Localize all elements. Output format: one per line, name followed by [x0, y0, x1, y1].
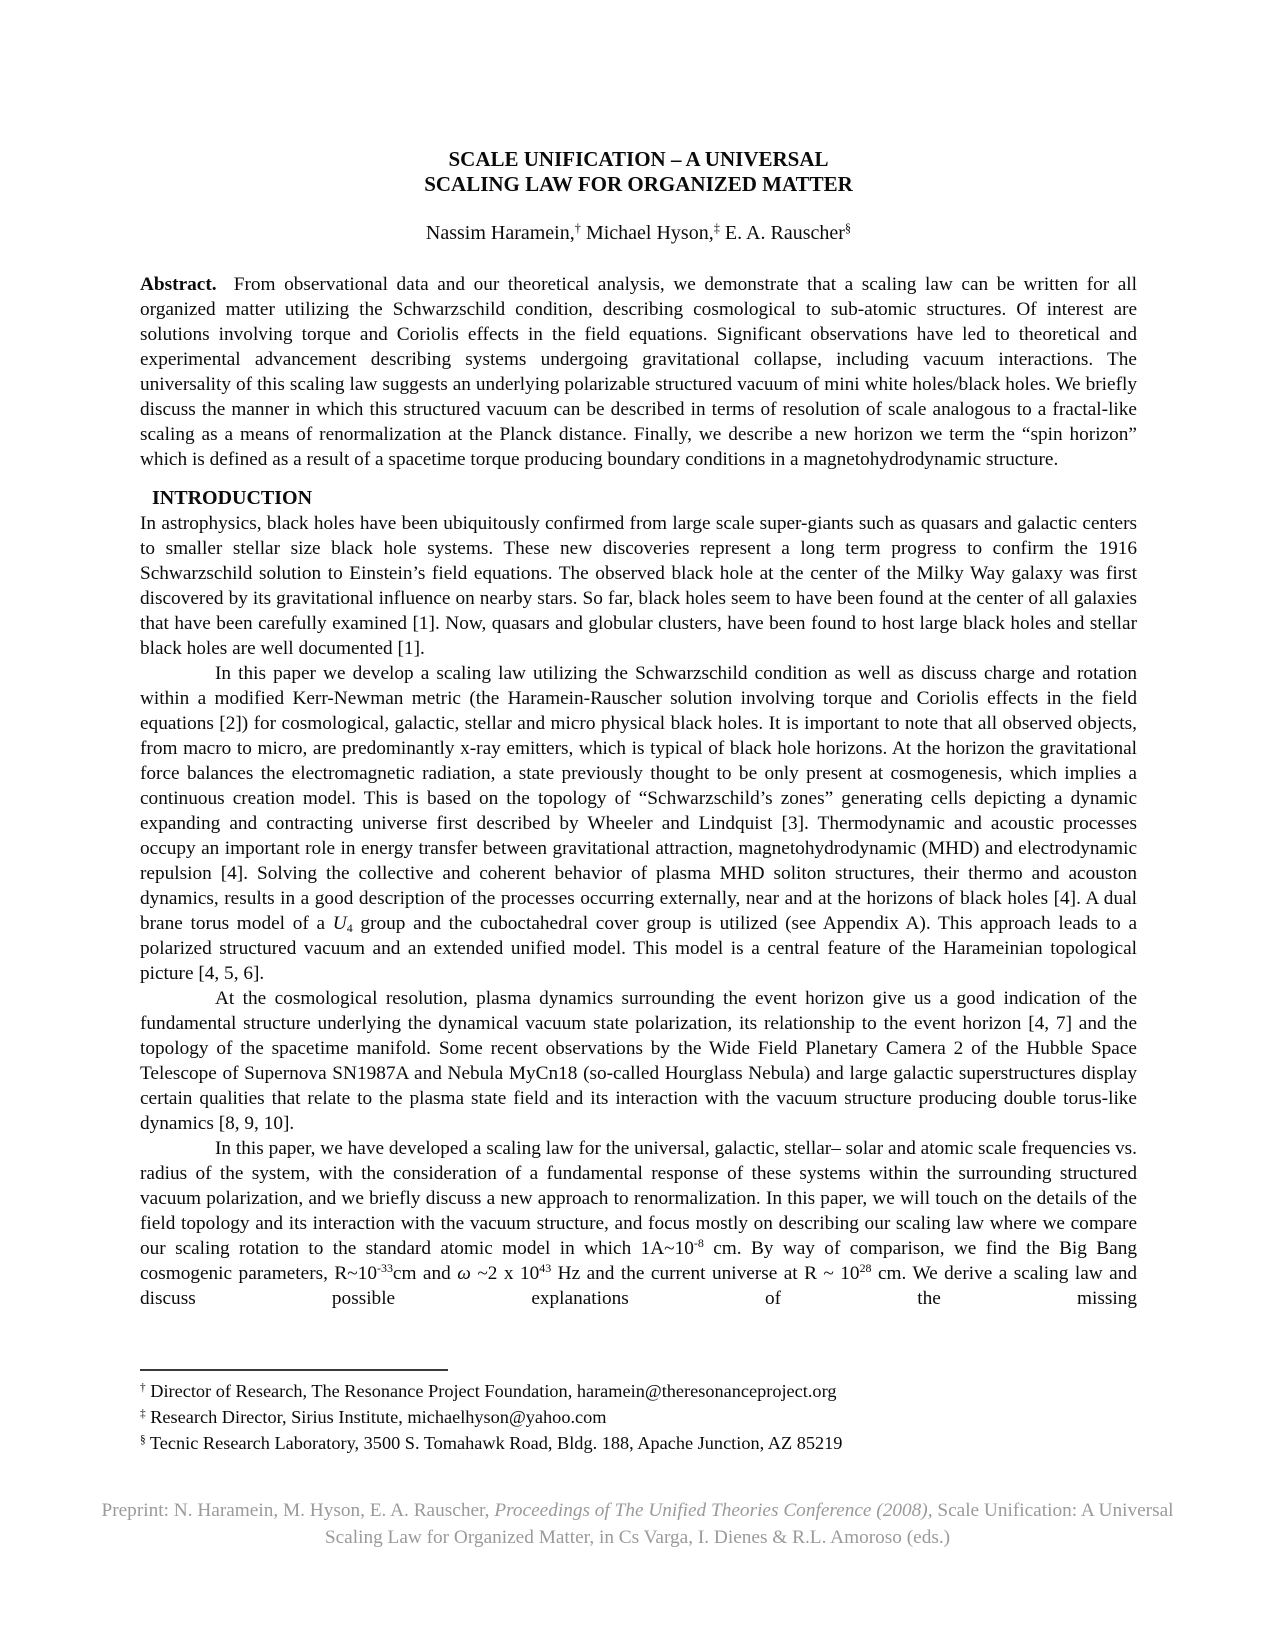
- footer-text-1: Preprint: N. Haramein, M. Hyson, E. A. Rauscher,: [101, 1500, 495, 1521]
- preprint-footer: [100, 1497, 1175, 1551]
- title-line-2: SCALING LAW FOR ORGANIZED MATTER: [424, 172, 853, 196]
- footnotes-block: [140, 1378, 1137, 1456]
- intro-paragraph-1: In astrophysics, black holes have been ubiquitously confirmed from large scale super-giants such as quasars and galactic centers to smaller stellar size black hole systems. These new discoveries represent a long term progress to confirm the 1916 Schwarzschild solution to Einstein’s field equations. The observed black hole at the center of the Milky Way galaxy was first discovered by its gravitational influence on nearby stars. So far, black holes seem to have been found at the center of all galaxies that have been carefully examined [1]. Now, quasars and globular clusters, have been found to host large black holes and stellar black holes are well documented [1].: [140, 513, 1137, 659]
- abstract-paragraph: [140, 272, 1137, 472]
- paper-title: [140, 147, 1137, 197]
- author-name-1: Nassim Haramein,: [425, 222, 575, 244]
- introduction-heading: INTRODUCTION: [152, 487, 313, 509]
- footnote-divider: [140, 1369, 448, 1371]
- intro-p4-text-5: Hz and the current universe at R ~ 10: [551, 1263, 860, 1284]
- intro-paragraph-3: At the cosmological resolution, plasma dynamics surrounding the event horizon give us a good indication of the fundamental structure underlying the dynamical vacuum state polarization, its relationship to the event horizon [4, 7] and the topology of the spacetime manifold. Some recent observations by the Wide Field Planetary Camera 2 of the Hubble Space Telescope of Supernova SN1987A and Nebula MyCn18 (so-called Hourglass Nebula) and large galactic superstructures display certain qualities that relate to the plasma state field and its interaction with the vacuum structure producing double torus-like dynamics [8, 9, 10].: [140, 988, 1137, 1134]
- intro-p4-text-6: cm. We derive a scaling law and discuss possible explanations of the missing: [140, 1263, 1137, 1309]
- footer-text-2: Scale Unification: A Universal Scaling Law for Organized Matter, in Cs Varga, I. Dienes & R.L. Amoroso (eds.): [324, 1500, 1174, 1548]
- footnote-dagger-text: Director of Research, The Resonance Project Foundation, haramein@theresonanceproject.org: [145, 1381, 837, 1401]
- footnote-dagger: [140, 1378, 1137, 1404]
- footnote-section-marker: §: [140, 1433, 146, 1446]
- intro-p2-text-2: group and the cuboctahedral cover group is utilized (see Appendix A). This approach leads to a polarized structured vacuum and an extended unified model. This model is a central feature of the Harameinian topological picture [4, 5, 6].: [140, 913, 1138, 984]
- omega-symbol: ω: [457, 1263, 471, 1284]
- intro-p4-text-3: cm and: [392, 1263, 458, 1284]
- footnote-section-text: Tecnic Research Laboratory, 3500 S. Tomahawk Road, Bldg. 188, Apache Junction, AZ 85219: [145, 1433, 843, 1453]
- abstract-text: From observational data and our theoretical analysis, we demonstrate that a scaling law can be written for all organized matter utilizing the Schwarzschild condition, describing cosmological to sub-atomic structures. Of interest are solutions involving torque and Coriolis effects in the field equations. Significant observations have led to theoretical and experimental advancement describing systems undergoing gravitational collapse, including vacuum interactions. The universality of this scaling law suggests an underlying polarizable structured vacuum of mini white holes/black holes. We briefly discuss the manner in which this structured vacuum can be described in terms of resolution of scale analogous to a fractal-like scaling as a means of renormalization at the Planck distance. Finally, we describe a new horizon we term the “spin horizon” which is defined as a result of a spacetime torque producing boundary conditions in a magnetohydrodynamic structure.: [140, 274, 1137, 470]
- intro-p4-text-4: ~2 x 10: [470, 1263, 540, 1284]
- footnote-double-dagger-marker: ‡: [140, 1407, 146, 1420]
- u4-group-subscript: 4: [346, 921, 353, 936]
- abstract-label: Abstract.: [140, 274, 217, 295]
- intro-p4-text-2: cm. By way of comparison, we find the Big Bang cosmogenic parameters, R~10: [140, 1238, 1137, 1284]
- exponent-minus-33: -33: [376, 1261, 393, 1276]
- exponent-28: 28: [859, 1261, 872, 1276]
- author-mark-dagger: †: [574, 221, 581, 236]
- intro-paragraph-2: [140, 661, 1137, 986]
- authors-line: [140, 221, 1137, 246]
- footnote-double-dagger-text: Research Director, Sirius Institute, michaelhyson@yahoo.com: [145, 1407, 607, 1427]
- exponent-43: 43: [539, 1261, 552, 1276]
- footnote-double-dagger: [140, 1404, 1137, 1430]
- exponent-minus-8: -8: [693, 1236, 704, 1251]
- author-name-3: E. A. Rauscher: [719, 222, 845, 244]
- intro-p4-text-1: In this paper, we have developed a scaling law for the universal, galactic, stellar– solar and atomic scale frequencies vs. radius of the system, with the consideration of a fundamental response of these systems within the surrounding structured vacuum polarization, and we briefly discuss a new approach to renormalization. In this paper, we will touch on the details of the field topology and its interaction with the vacuum structure, and focus mostly on describing our scaling law where we compare our scaling rotation to the standard atomic model in which 1A~10: [140, 1138, 1137, 1259]
- footnote-dagger-marker: †: [140, 1381, 146, 1394]
- footnote-section: [140, 1430, 1137, 1456]
- footer-proceedings-title: Proceedings of The Unified Theories Conference (2008),: [494, 1500, 933, 1521]
- u4-group-symbol: U: [332, 913, 347, 934]
- author-mark-section: §: [844, 221, 852, 236]
- author-name-2: Michael Hyson,: [580, 222, 714, 244]
- intro-paragraph-4: [140, 1136, 1137, 1311]
- intro-p2-text-1: In this paper we develop a scaling law utilizing the Schwarzschild condition as well as discuss charge and rotation within a modified Kerr-Newman metric (the Haramein-Rauscher solution involving torque and Coriolis effects in the field equations [2]) for cosmological, galactic, stellar and micro physical black holes. It is important to note that all observed objects, from macro to micro, are predominantly x-ray emitters, which is typical of black hole horizons. At the horizon the gravitational force balances the electromagnetic radiation, a state previously thought to be only present at cosmogenesis, which implies a continuous creation model. This is based on the topology of “Schwarzschild’s zones” generating cells depicting a dynamic expanding and contracting universe first described by Wheeler and Lindquist [3]. Thermodynamic and acoustic processes occupy an important role in energy transfer between gravitational attraction, magnetohydrodynamic (MHD) and electrodynamic repulsion [4]. Solving the collective and coherent behavior of plasma MHD soliton structures, their thermo and acouston dynamics, results in a good description of the processes occurring externally, near and at the horizons of black holes [4]. A dual brane torus model of a: [140, 663, 1137, 934]
- title-line-1: SCALE UNIFICATION – A UNIVERSAL: [448, 147, 829, 171]
- author-mark-double-dagger: ‡: [713, 221, 720, 236]
